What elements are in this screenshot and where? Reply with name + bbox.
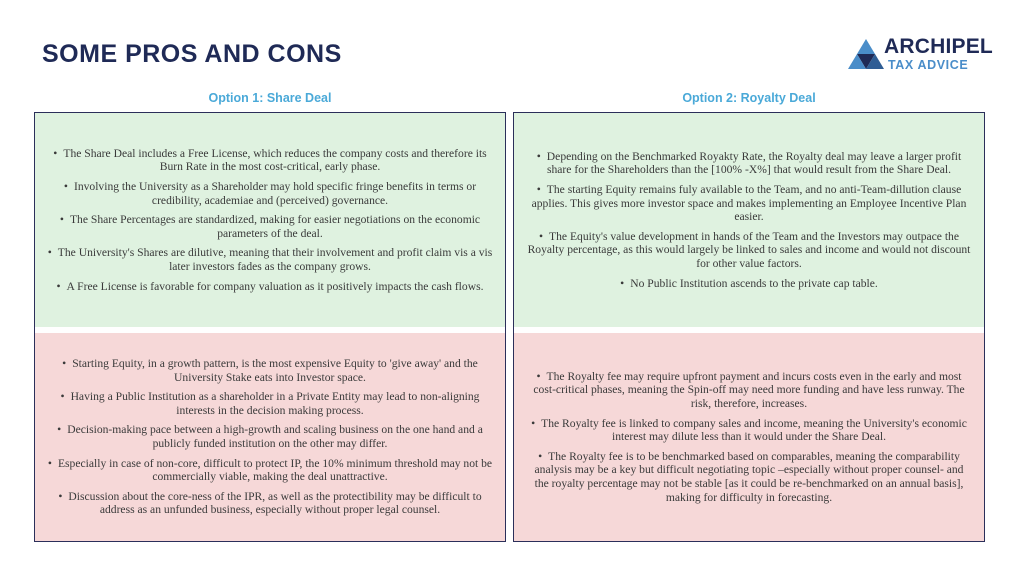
con-item: • The Royalty fee may require upfront payment and incurs costs even in the early and most cost-critical phases, meaning the Spin-off may need more funding and have less runway. The risk, therefore, increases. xyxy=(526,370,972,411)
pro-item: • The University's Shares are dilutive, meaning that their involvement and profit claim vis a vis later investors fades as the company grows. xyxy=(47,246,493,273)
option-2-panel xyxy=(513,112,985,542)
option-2-pros xyxy=(514,113,984,327)
con-item: • The Royalty fee is linked to company sales and income, meaning the University's economic interest may dilute less than it would under the Share Deal. xyxy=(526,417,972,444)
option-1-cons xyxy=(35,333,505,541)
pro-item: • Involving the University as a Shareholder may hold specific fringe benefits in terms or credibility, academiae and (perceived) governance. xyxy=(47,180,493,207)
option-1-panel xyxy=(34,112,506,542)
option-2-cons xyxy=(514,333,984,541)
pro-item: • Depending on the Benchmarked Royakty Rate, the Royalty deal may leave a larger profit share for the Shareholders than the [100% -X%] that would result from the Share Deal. xyxy=(526,150,972,177)
con-item: • The Royalty fee is to be benchmarked based on comparables, meaning the comparability analysis may be a key but difficult negotiating topic –especially without proper counsel- and the royalty percentage may not be stable [as it could be re-benchmarked on an annual basis], making for difficulty in forecasting. xyxy=(526,450,972,504)
archipel-triangle-logo-icon xyxy=(846,37,886,75)
pro-item: • A Free License is favorable for company valuation as it positively impacts the cash flows. xyxy=(47,280,493,294)
pro-item: • The Share Percentages are standardized, making for easier negotiations on the economic parameters of the deal. xyxy=(47,213,493,240)
pro-item: • No Public Institution ascends to the private cap table. xyxy=(526,277,972,291)
logo-tagline: TAX ADVICE xyxy=(888,58,969,72)
slide-title: SOME PROS AND CONS xyxy=(42,40,342,68)
pro-item: • The Share Deal includes a Free License, which reduces the company costs and therefore its Burn Rate in the most cost-critical, early phase. xyxy=(47,147,493,174)
con-item: • Especially in case of non-core, difficult to protect IP, the 10% minimum threshold may not be commercially viable, making the deal unattractive. xyxy=(47,457,493,484)
logo-brand-name: ARCHIPEL xyxy=(884,35,993,58)
option-1-pros xyxy=(35,113,505,327)
pro-item: • The Equity's value development in hands of the Team and the Investors may outpace the Royalty percentage, as this would largely be linked to sales and income and would not discount for other value factors. xyxy=(526,230,972,271)
option-2-heading: Option 2: Royalty Deal xyxy=(682,91,816,105)
option-1-heading: Option 1: Share Deal xyxy=(208,91,332,105)
con-item: • Discussion about the core-ness of the IPR, as well as the protectibility may be difficult to address as an unfunded business, especially without proper legal counsel. xyxy=(47,490,493,517)
con-item: • Starting Equity, in a growth pattern, is the most expensive Equity to 'give away' and the University Stake eats into Investor space. xyxy=(47,357,493,384)
con-item: • Decision-making pace between a high-growth and scaling business on the one hand and a publicly funded institution on the other may differ. xyxy=(47,423,493,450)
con-item: • Having a Public Institution as a shareholder in a Private Entity may lead to non-aligning interests in the decision making process. xyxy=(47,390,493,417)
pro-item: • The starting Equity remains fuly available to the Team, and no anti-Team-dillution clause applies. This gives more investor space and makes implementing an Employee Incentive Plan easier. xyxy=(526,183,972,224)
archipel-logo xyxy=(846,36,996,78)
